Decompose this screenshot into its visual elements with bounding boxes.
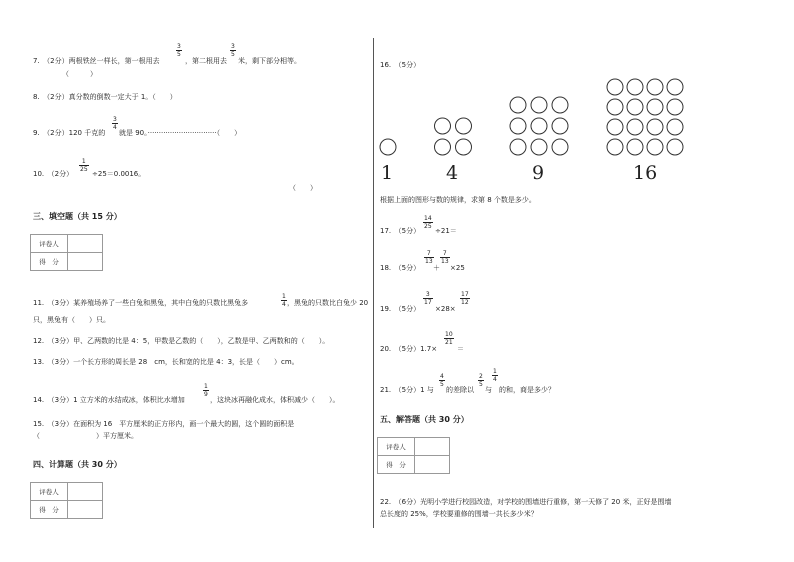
- q10-text-a: 10. （2分）: [33, 170, 74, 178]
- q21-text-b: 的差除以: [446, 386, 474, 394]
- pattern-circle: [607, 119, 623, 135]
- question-12: 12. （3分）甲、乙两数的比是 4：5，甲数是乙数的（ ），乙数是甲、乙两数和的（ ）。: [33, 337, 330, 345]
- q21-fraction-1: $\frac{4}{5}$: [440, 373, 444, 388]
- q19-fraction-1: $\frac{3}{17}$: [424, 291, 432, 306]
- pattern-number-4: 16: [633, 162, 658, 184]
- q22-line2: 总长度的 25%，学校要重修的围墙一共长多少米？: [380, 510, 538, 518]
- question-13: 13. （3分）一个长方形的周长是 28 cm，长和宽的比是 4：3，长是（ ）cm。: [33, 358, 299, 366]
- score-cell[interactable]: [415, 456, 450, 474]
- question-16: 16. （5分）: [380, 61, 421, 69]
- score-label: 得 分: [378, 456, 415, 474]
- pattern-circle: [667, 119, 683, 135]
- pattern-circle: [510, 139, 526, 155]
- pattern-circle: [627, 99, 643, 115]
- q15-line2: （ ）平方厘米。: [33, 432, 138, 440]
- pattern-circle: [380, 139, 396, 155]
- section-4-title: 四、计算题（共 30 分）: [33, 460, 122, 469]
- q11-fraction: $\frac{1}{4}$: [282, 293, 286, 308]
- pattern-circle: [607, 139, 623, 155]
- pattern-circle: [607, 99, 623, 115]
- pattern-number-1: 1: [381, 162, 394, 184]
- q14-text-a: 14. （3分）1 立方米的水结成冰，体积比水增加: [33, 396, 185, 404]
- q7-text-a: 7. （2分）两根铁丝一样长，第一根用去: [33, 57, 160, 65]
- pattern-circle: [435, 118, 451, 134]
- pattern-question-text: 根据上面的图形与数的规律，求第 8 个数是多少。: [380, 196, 536, 204]
- q21-text-d: 的和，商是多少？: [499, 386, 555, 394]
- pattern-circle: [531, 97, 547, 113]
- q21-fraction-2: $\frac{2}{5}$: [479, 373, 483, 388]
- q17-text-b: ÷21＝: [435, 227, 457, 235]
- grader-label: 评卷人: [31, 235, 68, 253]
- pattern-circle: [456, 118, 472, 134]
- q7-answer-paren: （ ）: [62, 70, 97, 78]
- q20-text-b: ＝: [457, 345, 464, 353]
- q10-fraction: $\frac{1}{25}$: [80, 158, 88, 173]
- q18-text-b: ×25: [450, 264, 465, 272]
- q15-line1: 15. （3分）在面积为 16 平方厘米的正方形内，画一个最大的圆，这个圆的面积是: [33, 420, 295, 428]
- pattern-number-3: 9: [532, 162, 545, 184]
- q18-text-a: 18. （5分）: [380, 264, 421, 272]
- pattern-circle: [667, 79, 683, 95]
- pattern-circle: [647, 99, 663, 115]
- q22-line1: 22. （6分）光明小学进行校园改造，对学校的围墙进行重修，第一天修了 20 米，正好是围墙: [380, 498, 672, 506]
- q18-fraction-1: $\frac{7}{13}$: [425, 250, 433, 265]
- q9-text-a: 9. （2分）120 千克的: [33, 129, 106, 137]
- grader-cell[interactable]: [415, 438, 450, 456]
- q9-text-b: 就是 90。·······························（ ）: [119, 129, 242, 137]
- pattern-circle: [647, 79, 663, 95]
- pattern-circle: [531, 139, 547, 155]
- section-3-title: 三、填空题（共 15 分）: [33, 212, 122, 221]
- pattern-circle: [510, 118, 526, 134]
- pattern-circle: [531, 118, 547, 134]
- pattern-circle: [667, 99, 683, 115]
- pattern-circle: [510, 97, 526, 113]
- q21-text-c: 与: [485, 386, 492, 394]
- pattern-circle: [647, 139, 663, 155]
- grader-label: 评卷人: [31, 483, 68, 501]
- q21-fraction-3: $\frac{1}{4}$: [493, 368, 497, 383]
- q11-line1-a: 11. （3分）某养殖场养了一些白兔和黑兔，其中白兔的只数比黑兔多: [33, 299, 249, 307]
- pattern-circle: [627, 139, 643, 155]
- q10-answer-paren: （ ）: [289, 184, 317, 192]
- q11-line1-b: ，黑兔的只数比白兔少 20: [287, 299, 369, 307]
- section-5-title: 五、解答题（共 30 分）: [380, 415, 469, 424]
- q14-fraction: $\frac{1}{9}$: [204, 383, 208, 398]
- pattern-circle: [552, 97, 568, 113]
- q21-text-a: 21. （5分）1 与: [380, 386, 434, 394]
- q19-text-a: 19. （5分）: [380, 305, 421, 313]
- q7-fraction-2: $\frac{3}{5}$: [231, 43, 235, 58]
- score-label: 得 分: [31, 501, 68, 519]
- q20-text-a: 20. （5分）1.7×: [380, 345, 438, 353]
- question-8: 8. （2分）真分数的倒数一定大于 1。（ ）: [33, 93, 177, 101]
- q18-fraction-2: $\frac{7}{13}$: [441, 250, 449, 265]
- q18-plus: ＋: [433, 264, 440, 272]
- q7-text-b: ，第二根用去: [185, 57, 227, 65]
- pattern-circle: [627, 119, 643, 135]
- score-label: 得 分: [31, 253, 68, 271]
- q7-fraction-1: $\frac{3}{5}$: [177, 43, 181, 58]
- q10-text-b: ÷25＝0.0016。: [92, 170, 146, 178]
- pattern-circle: [627, 79, 643, 95]
- grader-label: 评卷人: [378, 438, 415, 456]
- pattern-circle: [552, 118, 568, 134]
- pattern-circle: [435, 139, 451, 155]
- q11-line2: 只，黑兔有（ ）只。: [33, 316, 110, 324]
- q14-text-b: ，这块冰再融化成水，体积减少（ ）。: [210, 396, 340, 404]
- q7-text-c: 米，剩下部分相等。: [238, 57, 301, 65]
- q9-fraction: $\frac{3}{4}$: [113, 116, 117, 131]
- pattern-circle: [456, 139, 472, 155]
- pattern-circle: [552, 139, 568, 155]
- q17-fraction: $\frac{14}{25}$: [424, 215, 432, 230]
- q17-text-a: 17. （5分）: [380, 227, 421, 235]
- pattern-number-2: 4: [446, 162, 459, 184]
- pattern-circle: [647, 119, 663, 135]
- q19-fraction-2: $\frac{17}{12}$: [461, 291, 469, 306]
- q20-fraction: $\frac{10}{21}$: [445, 331, 453, 346]
- pattern-circle: [667, 139, 683, 155]
- q19-operators: ×28×: [435, 305, 456, 313]
- pattern-circle: [607, 79, 623, 95]
- score-box-section-5: [377, 437, 450, 474]
